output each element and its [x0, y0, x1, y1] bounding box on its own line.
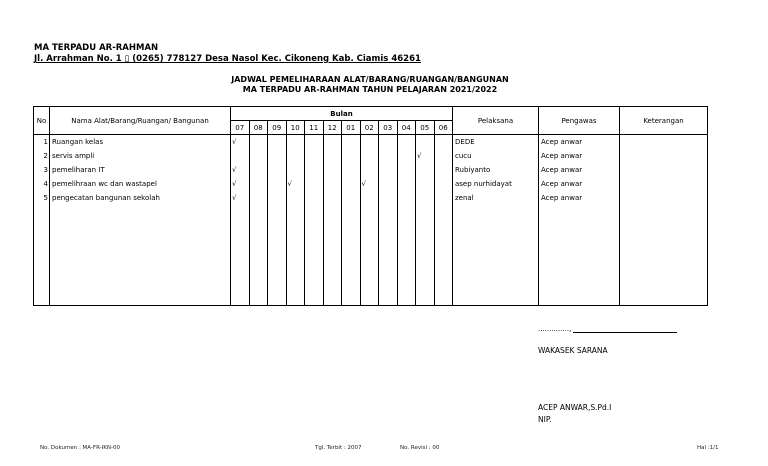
month-check-cell — [286, 163, 305, 177]
month-check-cell — [249, 177, 268, 191]
signature-name: ACEP ANWAR,S.Pd.I — [538, 403, 612, 412]
month-check-cell — [286, 191, 305, 205]
month-check-cell — [268, 163, 287, 177]
month-check-cell — [323, 149, 342, 163]
month-check-cell — [379, 191, 398, 205]
month-check-cell — [434, 177, 453, 191]
row-number: 2 — [34, 149, 50, 163]
month-check-cell — [416, 191, 435, 205]
month-check-cell — [249, 149, 268, 163]
month-check-cell — [434, 191, 453, 205]
row-number: 3 — [34, 163, 50, 177]
month-check-cell — [323, 135, 342, 150]
maintenance-schedule-table — [33, 106, 708, 306]
empty-cell — [342, 205, 361, 306]
row-pengawas: Acep anwar — [539, 177, 620, 191]
month-check-cell — [434, 149, 453, 163]
month-check-cell — [305, 149, 324, 163]
month-check-cell: √ — [416, 149, 435, 163]
signature-nip: NIP. — [538, 415, 552, 424]
row-pengawas: Acep anwar — [539, 191, 620, 205]
empty-cell — [231, 205, 250, 306]
empty-cell — [50, 205, 231, 306]
month-header: 01 — [342, 121, 361, 135]
signature-date-line — [538, 325, 677, 333]
header-pelaksana: Pelaksana — [453, 107, 539, 135]
row-pelaksana: cucu — [453, 149, 539, 163]
row-pelaksana: DEDE — [453, 135, 539, 150]
row-keterangan — [620, 149, 708, 163]
row-pengawas: Acep anwar — [539, 149, 620, 163]
row-keterangan — [620, 177, 708, 191]
month-check-cell — [342, 149, 361, 163]
month-header: 10 — [286, 121, 305, 135]
row-number: 1 — [34, 135, 50, 150]
row-pelaksana: Rubiyanto — [453, 163, 539, 177]
month-check-cell — [249, 191, 268, 205]
month-check-cell — [323, 163, 342, 177]
empty-cell — [305, 205, 324, 306]
school-address: Jl. Arrahman No. 1 ▯ (0265) 778127 Desa Nasol Kec. Cikoneng Kab. Ciamis 46261 — [34, 54, 421, 64]
row-pelaksana: zenal — [453, 191, 539, 205]
row-item-name: Ruangan kelas — [50, 135, 231, 150]
row-number: 5 — [34, 191, 50, 205]
header-keterangan: Keterangan — [620, 107, 708, 135]
month-check-cell — [342, 163, 361, 177]
month-header: 07 — [231, 121, 250, 135]
month-check-cell — [434, 163, 453, 177]
empty-cell — [453, 205, 539, 306]
school-name: MA TERPADU AR-RAHMAN — [34, 43, 159, 53]
month-check-cell — [397, 191, 416, 205]
document-subtitle: MA TERPADU AR-RAHMAN TAHUN PELAJARAN 2021/2022 — [242, 85, 498, 94]
month-check-cell — [323, 191, 342, 205]
table-row — [34, 149, 708, 163]
month-check-cell — [305, 163, 324, 177]
header-no: No — [34, 107, 50, 135]
month-check-cell — [342, 191, 361, 205]
month-check-cell — [397, 149, 416, 163]
table-empty-space — [34, 205, 708, 306]
row-item-name: pemeliharan IT — [50, 163, 231, 177]
month-check-cell — [268, 149, 287, 163]
month-check-cell — [286, 149, 305, 163]
table-row — [34, 135, 708, 150]
month-check-cell: √ — [360, 177, 379, 191]
month-header: 09 — [268, 121, 287, 135]
table-row — [34, 191, 708, 205]
month-check-cell: √ — [286, 177, 305, 191]
month-check-cell — [397, 177, 416, 191]
empty-cell — [620, 205, 708, 306]
document-title: JADWAL PEMELIHARAAN ALAT/BARANG/RUANGAN/BANGUNAN — [231, 75, 509, 84]
row-pengawas: Acep anwar — [539, 135, 620, 150]
footer-revision: No. Revisi : 00 — [400, 445, 440, 451]
row-keterangan — [620, 191, 708, 205]
month-check-cell — [268, 191, 287, 205]
month-check-cell — [268, 177, 287, 191]
signature-date-prefix: .............., — [538, 325, 572, 333]
row-keterangan — [620, 163, 708, 177]
month-check-cell — [323, 177, 342, 191]
month-check-cell — [416, 135, 435, 150]
empty-cell — [379, 205, 398, 306]
empty-cell — [249, 205, 268, 306]
month-check-cell — [231, 149, 250, 163]
signature-role: WAKASEK SARANA — [538, 346, 608, 355]
month-check-cell — [360, 135, 379, 150]
month-check-cell — [268, 135, 287, 150]
empty-cell — [360, 205, 379, 306]
row-pengawas: Acep anwar — [539, 163, 620, 177]
empty-cell — [286, 205, 305, 306]
month-check-cell — [379, 177, 398, 191]
month-check-cell — [360, 163, 379, 177]
month-check-cell — [342, 135, 361, 150]
footer-document-number: No. Dokumen : MA-FR-IKN-00 — [40, 445, 121, 451]
month-check-cell — [379, 163, 398, 177]
empty-cell — [397, 205, 416, 306]
month-header: 11 — [305, 121, 324, 135]
month-check-cell: √ — [231, 177, 250, 191]
footer-page-number: Hal :1/1 — [697, 445, 719, 451]
month-check-cell — [379, 135, 398, 150]
month-check-cell — [305, 177, 324, 191]
month-check-cell — [434, 135, 453, 150]
empty-cell — [416, 205, 435, 306]
month-check-cell — [342, 177, 361, 191]
row-item-name: servis ampli — [50, 149, 231, 163]
month-header: 03 — [379, 121, 398, 135]
month-check-cell: √ — [231, 163, 250, 177]
row-keterangan — [620, 135, 708, 150]
month-check-cell — [360, 191, 379, 205]
month-check-cell — [360, 149, 379, 163]
row-pelaksana: asep nurhidayat — [453, 177, 539, 191]
month-header: 12 — [323, 121, 342, 135]
table-row — [34, 163, 708, 177]
empty-cell — [268, 205, 287, 306]
month-check-cell — [397, 135, 416, 150]
month-header: 08 — [249, 121, 268, 135]
month-header: 06 — [434, 121, 453, 135]
month-check-cell: √ — [231, 191, 250, 205]
header-pengawas: Pengawas — [539, 107, 620, 135]
row-item-name: pengecatan bangunan sekolah — [50, 191, 231, 205]
row-number: 4 — [34, 177, 50, 191]
empty-cell — [434, 205, 453, 306]
month-check-cell — [305, 135, 324, 150]
month-check-cell: √ — [231, 135, 250, 150]
month-check-cell — [416, 163, 435, 177]
month-check-cell — [379, 149, 398, 163]
header-item-name: Nama Alat/Barang/Ruangan/ Bangunan — [50, 107, 231, 135]
empty-cell — [539, 205, 620, 306]
footer-issue-date: Tgl. Terbit : 2007 — [315, 445, 362, 451]
month-check-cell — [286, 135, 305, 150]
table-row — [34, 177, 708, 191]
date-blank-line — [573, 326, 677, 333]
month-header: 04 — [397, 121, 416, 135]
header-bulan: Bulan — [231, 107, 453, 121]
month-header: 05 — [416, 121, 435, 135]
month-header: 02 — [360, 121, 379, 135]
row-item-name: pemelihraan wc dan wastapel — [50, 177, 231, 191]
month-check-cell — [305, 191, 324, 205]
empty-cell — [323, 205, 342, 306]
month-check-cell — [249, 135, 268, 150]
month-check-cell — [397, 163, 416, 177]
month-check-cell — [249, 163, 268, 177]
month-check-cell — [416, 177, 435, 191]
empty-cell — [34, 205, 50, 306]
